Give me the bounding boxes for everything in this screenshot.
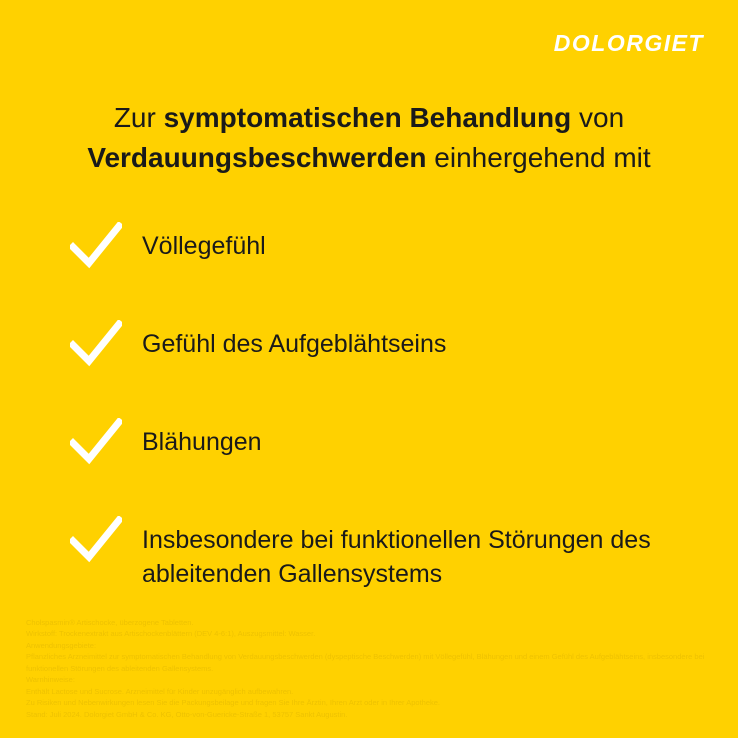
headline-text-suffix: von bbox=[571, 102, 625, 133]
headline-text-prefix: Zur bbox=[113, 102, 164, 133]
list-item bbox=[70, 418, 690, 472]
legal-anwendung-text: Pflanzliches Arzneimittel zur symptomatischen Behandlung von Verdauungsbeschwerden (dyspeptische Beschwerden) mit Völlegefühl, Blähungen und einem Gefühl des Aufgeblähtseins, insbesondere bei funktionellen Störungen des ableitenden Gallensystems. bbox=[26, 652, 705, 673]
benefit-label: Blähungen bbox=[142, 428, 262, 456]
benefit-list bbox=[70, 222, 690, 591]
headline-line-2 bbox=[40, 138, 698, 178]
benefit-label: Insbesondere bei funktionellen Störungen des ableitenden Gallensystems bbox=[142, 526, 651, 588]
legal-warnhinweise-heading: Warnhinweise: bbox=[26, 675, 75, 684]
benefit-label: Völlegefühl bbox=[142, 232, 266, 260]
check-icon bbox=[70, 320, 142, 374]
legal-anwendung-heading: Anwendungsgebiete: bbox=[26, 640, 97, 650]
legal-stand: Stand: Juli 2024. Dolorgiet GmbH & Co. KG, Otto-von-Guericke-Straße 1, 53757 Sankt Augustin. bbox=[26, 709, 348, 719]
check-icon bbox=[70, 222, 142, 276]
legal-risiken: Zu Risiken und Nebenwirkungen lesen Sie die Packungsbeilage und fragen Sie Ihre Ärztin, Ihren Arzt oder in Ihrer Apotheke. bbox=[26, 698, 440, 707]
headline-text-bold-2: Verdauungsbeschwerden bbox=[87, 142, 427, 173]
legal-wirkstoff: Wirkstoff: Trockenextrakt aus Artischockenblättern (DEV 4-6:1), Auszugsmittel: Wasser. bbox=[26, 629, 316, 638]
headline-text-bold-1: symptomatischen Behandlung bbox=[163, 102, 572, 133]
list-item bbox=[70, 222, 690, 276]
benefit-label: Gefühl des Aufgeblähtseins bbox=[142, 330, 447, 358]
headline-text-suffix-2: einhergehend mit bbox=[426, 142, 651, 173]
headline-line-1 bbox=[40, 98, 698, 138]
list-item bbox=[70, 516, 690, 591]
page-title bbox=[0, 98, 738, 178]
legal-product: Cholspasmin® Artischocke, überzogene Tabletten. bbox=[26, 617, 194, 627]
legal-warnhinweise-text: Enthält Lactose und Sucrose. Arzneimittel für Kinder unzugänglich aufbewahren. bbox=[26, 686, 294, 696]
list-item bbox=[70, 320, 690, 374]
check-icon bbox=[70, 516, 142, 570]
legal-disclaimer bbox=[26, 617, 712, 721]
brand-logo: DOLORGIET bbox=[553, 30, 704, 56]
check-icon bbox=[70, 418, 142, 472]
